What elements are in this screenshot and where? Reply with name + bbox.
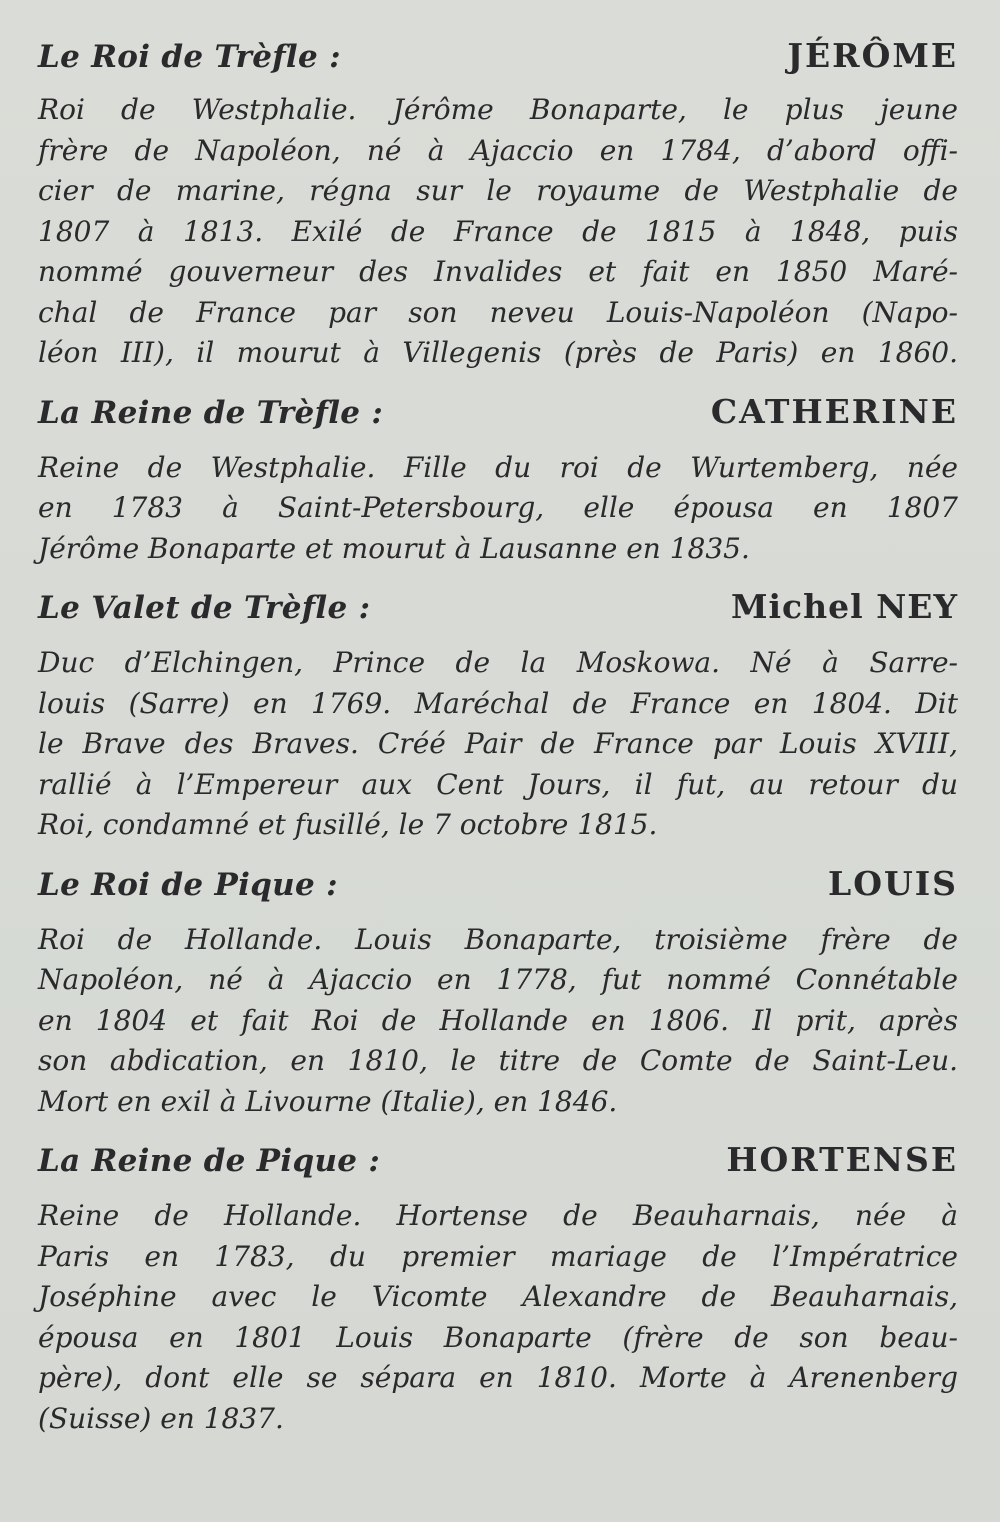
text-line: rallié à l’Empereur aux Cent Jours, il fut, au retour du: [38, 767, 958, 801]
entry-description: [38, 1196, 958, 1439]
entry-valet-de-trefle: [38, 577, 958, 846]
text-line: chal de France par son neveu Louis-Napoléon (Napo-: [38, 295, 958, 329]
text-line: Reine de Hollande. Hortense de Beauharnais, née à: [38, 1199, 958, 1232]
person-name: CATHERINE: [710, 391, 958, 431]
text-line: en 1783 à Saint-Petersbourg, elle épousa en 1807: [38, 491, 958, 524]
entry-description: [38, 90, 958, 374]
entry-heading: [38, 854, 958, 918]
entry-description: [38, 920, 958, 1123]
text-line: épousa en 1801 Louis Bonaparte (frère de son beau-: [38, 1320, 958, 1354]
card-title: La Reine de Trèfle :: [38, 394, 384, 431]
entry-roi-de-pique: [38, 854, 958, 1123]
text-line: Duc d’Elchingen, Prince de la Moskowa. Né à Sarre-: [38, 646, 958, 679]
text-line: son abdication, en 1810, le titre de Comte de Saint-Leu.: [38, 1044, 958, 1077]
card-title: La Reine de Pique :: [38, 1143, 381, 1179]
text-line: le Brave des Braves. Créé Pair de France par Louis XVIII,: [38, 727, 958, 760]
text-line: nommé gouverneur des Invalides et fait en 1850 Maré-: [38, 255, 958, 288]
text-line: Paris en 1783, du premier mariage de l’Impératrice: [38, 1239, 958, 1273]
entry-reine-de-pique: [38, 1130, 958, 1439]
person-name: JÉRÔME: [787, 36, 958, 75]
card-title: Le Roi de Trèfle :: [38, 39, 341, 75]
text-line: Joséphine avec le Vicomte Alexandre de Beauharnais,: [38, 1280, 958, 1313]
text-line: 1807 à 1813. Exilé de France de 1815 à 1848, puis: [38, 214, 958, 248]
card-title: Le Valet de Trèfle :: [38, 590, 371, 626]
person-name: HORTENSE: [726, 1140, 958, 1179]
person-name: Michel NEY: [730, 587, 958, 626]
text-line: Napoléon, né à Ajaccio en 1778, fut nommé Connétable: [38, 963, 958, 996]
text-line: Roi de Hollande. Louis Bonaparte, troisième frère de: [38, 922, 958, 956]
entry-description: [38, 448, 958, 570]
text-line: Mort en exil à Livourne (Italie), en 1846.: [38, 1084, 618, 1118]
entry-heading: [38, 1130, 958, 1194]
entry-reine-de-trefle: [38, 382, 958, 570]
text-line: Roi, condamné et fusillé, le 7 octobre 1815.: [38, 808, 658, 841]
text-line: (Suisse) en 1837.: [38, 1401, 284, 1435]
entry-description: [38, 643, 958, 846]
text-line: cier de marine, régna sur le royaume de Westphalie de: [38, 174, 958, 207]
entry-heading: [38, 577, 958, 641]
text-line: louis (Sarre) en 1769. Maréchal de France en 1804. Dit: [38, 686, 958, 720]
entry-heading: [38, 18, 958, 88]
text-line: Roi de Westphalie. Jérôme Bonaparte, le plus jeune: [38, 93, 958, 126]
text-line: en 1804 et fait Roi de Hollande en 1806. Il prit, après: [38, 1003, 958, 1037]
text-line: frère de Napoléon, né à Ajaccio en 1784, d’abord offi-: [38, 133, 958, 167]
text-line: père), dont elle se sépara en 1810. Morte à Arenenberg: [38, 1361, 958, 1394]
entry-roi-de-trefle: [38, 18, 958, 374]
text-line: léon III), il mourut à Villegenis (près de Paris) en 1860.: [38, 336, 958, 369]
entry-heading: [38, 382, 958, 446]
text-line: Reine de Westphalie. Fille du roi de Wurtemberg, née: [38, 450, 958, 484]
text-line: Jérôme Bonaparte et mourut à Lausanne en 1835.: [38, 531, 750, 565]
person-name: LOUIS: [828, 863, 958, 903]
card-title: Le Roi de Pique :: [38, 866, 338, 903]
